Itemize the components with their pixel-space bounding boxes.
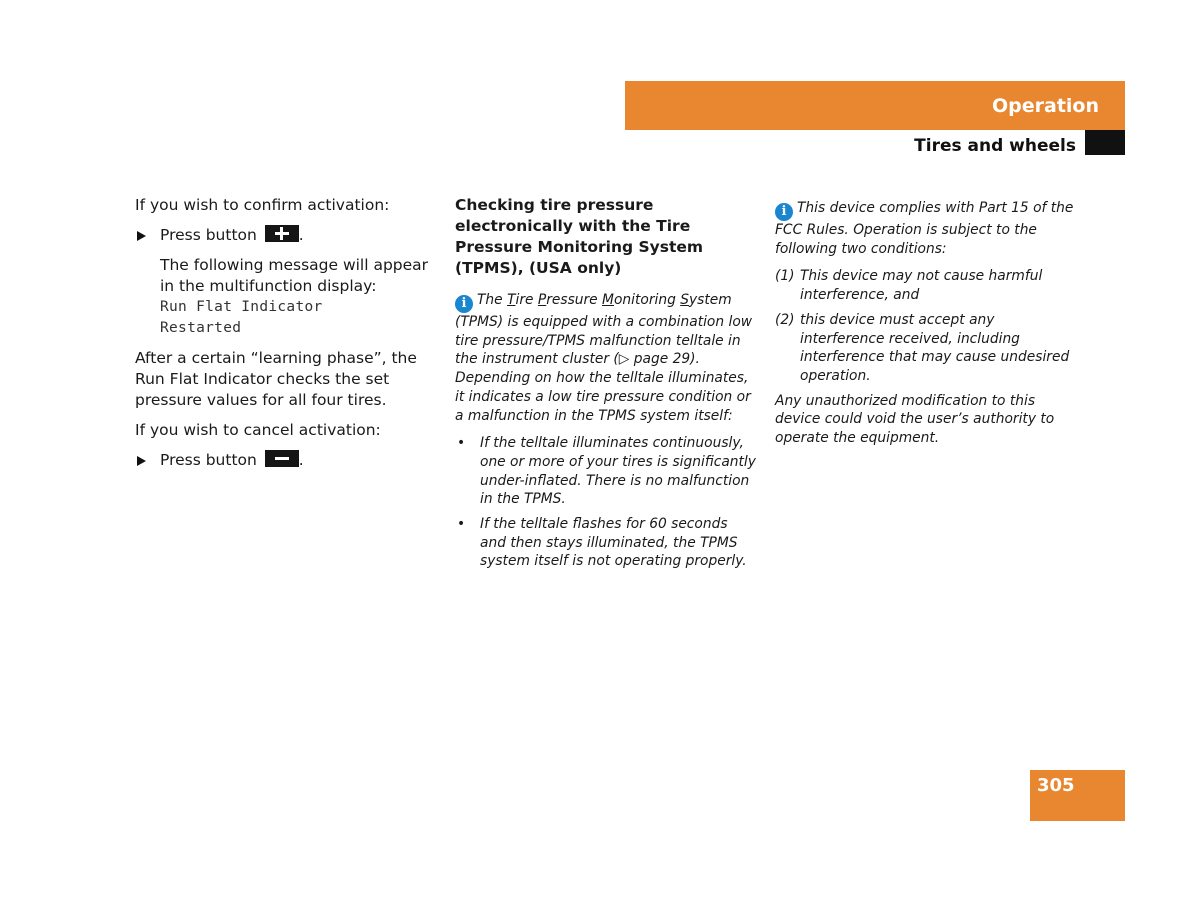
bullet-dot-icon: • <box>457 435 466 452</box>
section-header-bar <box>625 81 1125 130</box>
tpms-heading: Checking tire pressure electronically with the Tire Pressure Monitoring System (TPMS), (USA only) <box>455 196 704 277</box>
display-line-2: Restarted <box>160 320 242 336</box>
list-item <box>455 515 757 571</box>
tpms-note <box>455 291 757 425</box>
step-press-minus <box>135 450 435 471</box>
period: . <box>298 451 304 469</box>
note-text: ire <box>515 292 538 308</box>
note-text: S <box>680 292 689 308</box>
left-column <box>135 195 435 480</box>
list-item <box>775 267 1080 304</box>
cancel-intro: If you wish to cancel activation: <box>135 421 381 439</box>
list-item <box>775 311 1080 386</box>
learning-phase-text: After a certain “learning phase”, the Run Flat Indicator checks the set pressure values for all four tires. <box>135 349 417 409</box>
minus-button-icon <box>265 450 299 467</box>
note-text: (TPMS) is equipped with a combination low tire pressure/TPMS malfunction telltale in the instrument cluster (▷ page 29). Depending on how the telltale illuminates, it indicates a low tire pressure condition or a malfunction in the TPMS system itself: <box>455 314 753 424</box>
note-text: P <box>537 292 547 308</box>
note-text: The <box>477 292 503 308</box>
note-text: onitoring <box>613 292 681 308</box>
note-text: ystem <box>688 292 732 308</box>
message-intro: The following message will appear in the multifunction display: <box>160 256 429 295</box>
step-arrow-icon <box>137 231 146 241</box>
bullet-dot-icon: • <box>457 516 466 533</box>
list-item <box>455 434 757 509</box>
note-text: M <box>602 292 614 308</box>
press-button-label: Press button <box>160 451 257 469</box>
confirm-intro: If you wish to confirm activation: <box>135 196 390 214</box>
section-title: Operation <box>991 95 1099 117</box>
message-block <box>135 255 435 339</box>
right-column <box>775 195 1080 457</box>
list-item-text: If the telltale illuminates continuously, one or more of your tires is significantly under-inflated. There is no malfunction in the TPMS. <box>480 435 756 508</box>
list-number: (1) <box>775 268 795 285</box>
page-number-box <box>1030 770 1125 821</box>
chapter-tab-marker <box>1085 130 1125 155</box>
list-item-text: If the telltale flashes for 60 seconds and then stays illuminated, the TPMS system itself is not operating properly. <box>480 516 747 570</box>
note-text: ressure <box>546 292 603 308</box>
info-icon: i <box>775 203 793 221</box>
list-item-text: this device must accept any interference received, including interference that may cause undesired operation. <box>800 311 1070 384</box>
step-press-plus <box>135 225 435 246</box>
period: . <box>298 226 304 244</box>
plus-button-icon <box>265 225 299 242</box>
subsection-title: Tires and wheels <box>914 136 1076 156</box>
modification-note: Any unauthorized modification to this device could void the user’s authority to operate the equipment. <box>775 392 1055 447</box>
page-number: 305 <box>1037 775 1075 796</box>
list-item-text: This device may not cause harmful interference, and <box>800 268 1043 304</box>
step-arrow-icon <box>137 456 146 466</box>
display-line-1: Run Flat Indicator <box>160 299 323 315</box>
press-button-label: Press button <box>160 226 257 244</box>
fcc-note <box>775 199 1080 258</box>
list-number: (2) <box>775 311 795 328</box>
note-text: T <box>507 292 516 308</box>
info-icon: i <box>455 295 473 313</box>
fcc-note-text: This device complies with Part 15 of the FCC Rules. Operation is subject to the following two conditions: <box>775 200 1074 257</box>
middle-column <box>455 195 757 577</box>
